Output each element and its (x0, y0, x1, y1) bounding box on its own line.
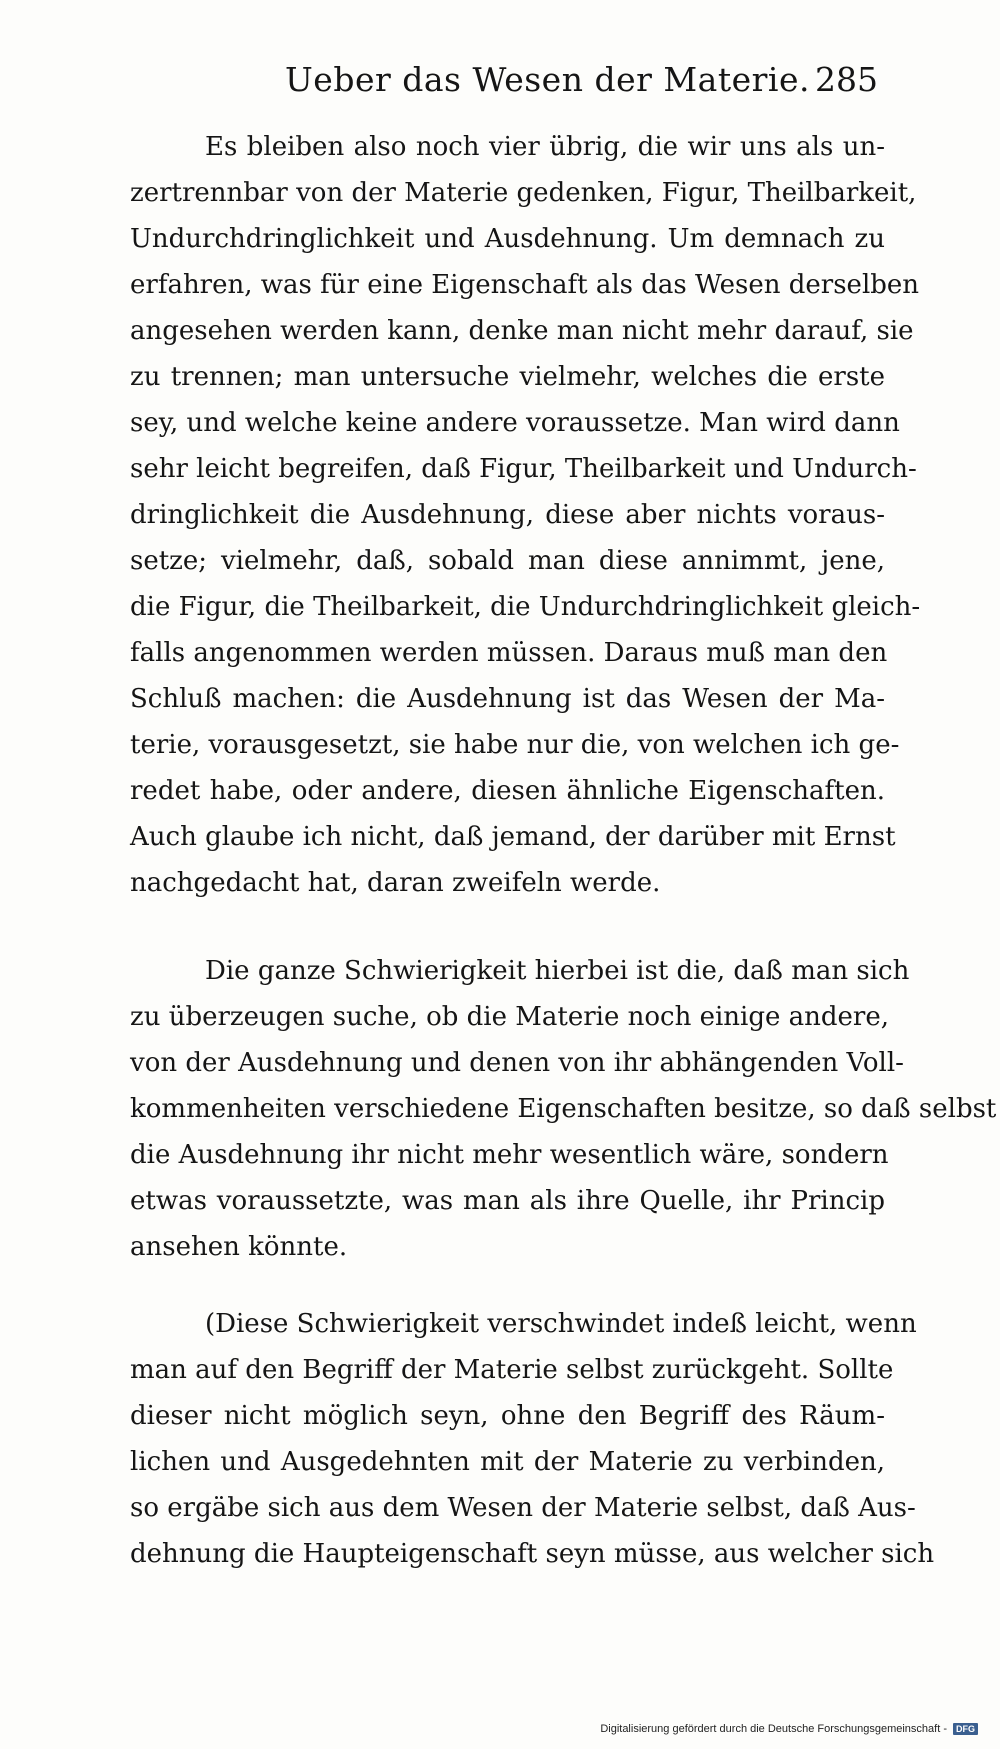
text-line: man auf den Begriff der Materie selbst zurückgeht. Sollte (130, 1355, 894, 1385)
text-line: zertrennbar von der Materie gedenken, Figur, Theilbarkeit, (130, 178, 917, 208)
digitization-credit (600, 1721, 978, 1737)
page-header (0, 60, 1000, 110)
text-line: so ergäbe sich aus dem Wesen der Materie selbst, daß Aus- (130, 1493, 916, 1523)
text-line: terie, vorausgesetzt, sie habe nur die, von welchen ich ge- (130, 730, 900, 760)
page-number: 285 (815, 60, 878, 99)
text-line: Die ganze Schwierigkeit hierbei ist die, daß man sich (205, 956, 910, 986)
dfg-logo-icon: DFG (953, 1723, 978, 1735)
text-line: die Figur, die Theilbarkeit, die Undurchdringlichkeit gleich- (130, 592, 921, 622)
text-line: ansehen könnte. (130, 1232, 348, 1262)
text-line: die Ausdehnung ihr nicht mehr wesentlich wäre, sondern (130, 1140, 889, 1170)
text-line: sey, und welche keine andere voraussetze. Man wird dann (130, 408, 900, 438)
text-line: nachgedacht hat, daran zweifeln werde. (130, 868, 661, 898)
text-line: zu trennen; man untersuche vielmehr, welches die erste (130, 362, 885, 392)
text-line: zu überzeugen suche, ob die Materie noch einige andere, (130, 1002, 890, 1032)
text-line: Undurchdringlichkeit und Ausdehnung. Um demnach zu (130, 224, 885, 254)
text-line: dehnung die Haupteigenschaft seyn müsse, aus welcher sich (130, 1539, 935, 1569)
text-line: setze; vielmehr, daß, sobald man diese annimmt, jene, (130, 546, 885, 576)
text-line: Auch glaube ich nicht, daß jemand, der darüber mit Ernst (130, 822, 896, 852)
text-line: angesehen werden kann, denke man nicht mehr darauf, sie (130, 316, 914, 346)
text-line: Schluß machen: die Ausdehnung ist das Wesen der Ma- (130, 684, 885, 714)
text-line: dringlichkeit die Ausdehnung, diese aber nichts voraus- (130, 500, 885, 530)
text-line: redet habe, oder andere, diesen ähnliche Eigenschaften. (130, 776, 885, 806)
text-line: Es bleiben also noch vier übrig, die wir uns als un- (205, 132, 885, 162)
text-line: falls angenommen werden müssen. Daraus muß man den (130, 638, 888, 668)
text-line: kommenheiten verschiedene Eigenschaften besitze, so daß selbst (130, 1094, 997, 1124)
text-line: erfahren, was für eine Eigenschaft als das Wesen derselben (130, 270, 920, 300)
text-line: lichen und Ausgedehnten mit der Materie zu verbinden, (130, 1447, 885, 1477)
text-line: sehr leicht begreifen, daß Figur, Theilbarkeit und Undurch- (130, 454, 917, 484)
text-line: etwas voraussetzte, was man als ihre Quelle, ihr Princip (130, 1186, 885, 1216)
text-line: von der Ausdehnung und denen von ihr abhängenden Voll- (130, 1048, 904, 1078)
credit-text: Digitalisierung gefördert durch die Deutsche Forschungsgemeinschaft - (600, 1723, 947, 1735)
text-line: (Diese Schwierigkeit verschwindet indeß leicht, wenn (205, 1309, 917, 1339)
running-title: Ueber das Wesen der Materie. (285, 60, 810, 99)
text-line: dieser nicht möglich seyn, ohne den Begriff des Räum- (130, 1401, 885, 1431)
